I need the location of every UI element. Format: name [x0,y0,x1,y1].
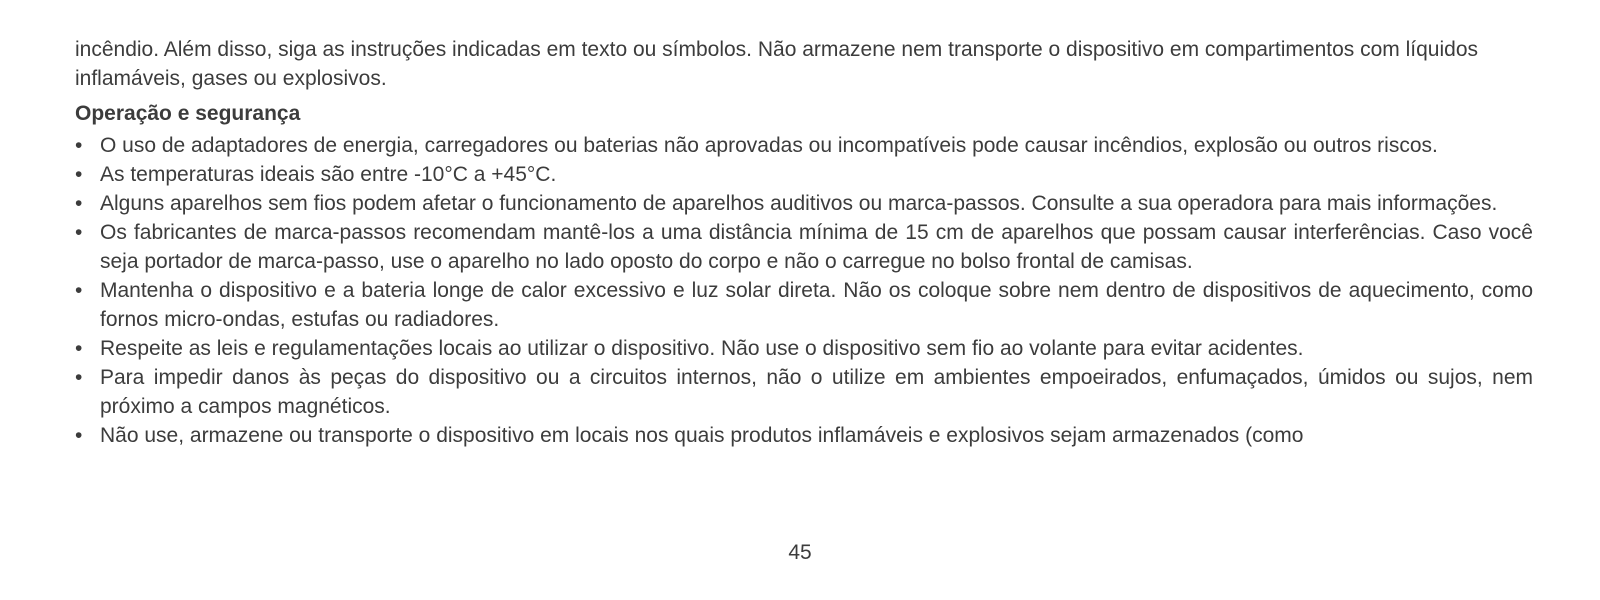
safety-bullet-list [75,131,1533,450]
list-item [75,421,1533,450]
page-number: 45 [788,541,812,564]
list-item-text: As temperaturas ideais são entre -10°C a +45°C. [100,163,557,186]
list-item-text: Mantenha o dispositivo e a bateria longe de calor excessivo e luz solar direta. Não os coloque sobre nem dentro de dispositivos de aquecimento, como fornos micro-ondas, estufas ou radiadores. [100,279,1533,331]
list-item [75,363,1533,421]
list-item-text: Respeite as leis e regulamentações locais ao utilizar o dispositivo. Não use o dispositivo sem fio ao volante para evitar acidentes. [100,337,1304,360]
list-item [75,189,1533,218]
bullet-marker: • [75,337,83,360]
list-item [75,131,1533,160]
bullet-marker: • [75,424,83,447]
bullet-marker: • [75,221,83,244]
list-item-text: Para impedir danos às peças do dispositivo ou a circuitos internos, não o utilize em ambientes empoeirados, enfumaçados, úmidos ou sujos, nem próximo a campos magnéticos. [100,366,1533,418]
bullet-marker: • [75,279,83,302]
list-item-text: Não use, armazene ou transporte o dispositivo em locais nos quais produtos inflamáveis e explosivos sejam armazenados (como [100,424,1304,447]
list-item-text: Alguns aparelhos sem fios podem afetar o funcionamento de aparelhos auditivos ou marca-passos. Consulte a sua operadora para mais informações. [100,192,1498,215]
bullet-marker: • [75,192,83,215]
list-item-text: O uso de adaptadores de energia, carregadores ou baterias não aprovadas ou incompatíveis pode causar incêndios, explosão ou outros riscos. [100,134,1438,157]
document-page [75,35,1533,450]
bullet-marker: • [75,163,83,186]
bullet-marker: • [75,134,83,157]
bullet-marker: • [75,366,83,389]
list-item [75,276,1533,334]
intro-paragraph: incêndio. Além disso, siga as instruções indicadas em texto ou símbolos. Não armazene nem transporte o dispositivo em compartimentos com líquidos inflamáveis, gases ou explosivos. [75,38,1479,90]
list-item [75,160,1533,189]
list-item-text: Os fabricantes de marca-passos recomendam mantê-los a uma distância mínima de 15 cm de aparelhos que possam causar interferências. Caso você seja portador de marca-passo, use o aparelho no lado oposto do corpo e não o carregue no bolso frontal de camisas. [100,221,1533,273]
section-heading: Operação e segurança [75,102,301,125]
list-item [75,334,1533,363]
list-item [75,218,1533,276]
